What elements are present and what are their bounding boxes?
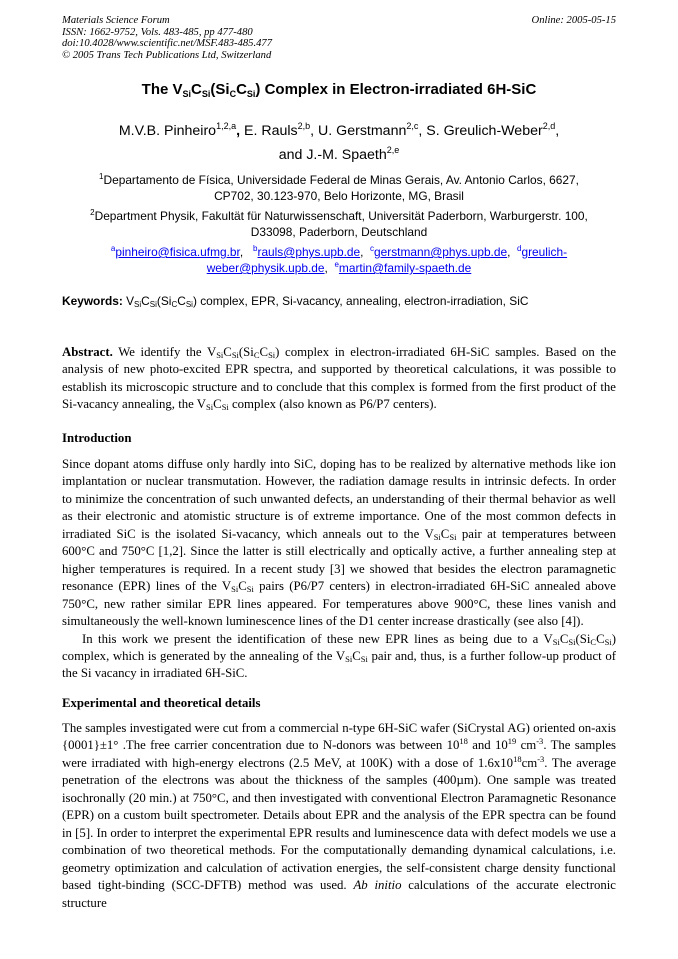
introduction-text (62, 456, 616, 683)
abstract: Abstract. We identify the $V_{Si}C_{Si}(Si_CC_{Si})$ complex in electron-irradiated 6H-SiC samples. Based on the analysis of new photo-excited EPR spectra, and supported by theoretical calculations, it was possible to establish its microscopic structure and to conclude that this complex is formed from the first product of the Si-vacancy annealing, the $V_{Si}C_{Si}$ complex (also known as P6/P7 centers). (62, 345, 616, 413)
email-link[interactable]: weber@physik.upb.de (206, 261, 325, 275)
keywords: Keywords: $V_{Si}C_{Si}(Si_CC_{Si})$ complex, EPR, Si-vacancy, annealing, electron-irradiation, SiC (62, 294, 529, 309)
online-date: Online: 2005-05-15 (531, 15, 616, 26)
author-name: U. Gerstmann (318, 123, 407, 139)
email-link[interactable]: gerstmann@phys.upb.de (374, 245, 508, 259)
author-name: M.V.B. Pinheiro (118, 123, 217, 139)
keywords-label: Keywords: (62, 294, 123, 308)
author-name: E. Rauls (244, 123, 298, 139)
journal-name: Materials Science Forum (62, 15, 170, 26)
author-name: and J.-M. Spaeth (278, 147, 387, 163)
section-heading: Experimental and theoretical details (62, 696, 261, 710)
author-emails: $^a$pinheiro@fisica.ufmg.br, $^b$rauls@phys.upb.de, $^c$gerstmann@phys.upb.de, $^d$greulich- weber@physik.upb.de, $^e$martin@family-spaeth.de (110, 244, 568, 275)
email-link[interactable]: pinheiro@fisica.ufmg.br (115, 245, 240, 259)
doi-line: doi:10.4028/www.scientific.net/MSF.483-485.477 (62, 38, 272, 50)
copyright-line: © 2005 Trans Tech Publications Ltd, Switzerland (62, 49, 272, 61)
author-list: M.V.B. Pinheiro$^{1,2,a}$, E. Rauls$^{2,b}$, U. Gerstmann$^{2,c}$, S. Greulich-Weber$^{2,d}$, and J.-M. Spaeth$^{2,e}$ (118, 121, 560, 163)
author-name: S. Greulich-Weber (426, 123, 543, 139)
abstract-label: Abstract. (62, 345, 113, 359)
affiliation-2: $^2$Department Physik, Fakultät für Naturwissenschaft, Universität Paderborn, Warburgerstr. 100, D33098, Paderborn, Deutschland (90, 208, 588, 239)
email-link[interactable]: martin@family-spaeth.de (338, 261, 472, 275)
email-link[interactable]: greulich- (521, 245, 568, 259)
experimental-text: The samples investigated were cut from a commercial n-type 6H-SiC wafer (SiCrystal AG) oriented on-axis {0001}±1° .The free carrier concentration due to N-donors was between $10^{18}$ and $10^{19}$ $cm^{-3}$. The samples were irradiated with high-energy electrons (2.5 MeV, at 100K) with a dose of $1.6x10^{18}cm^{-3}$. The average penetration of the electrons was about the thickness of the samples (400µm). One sample was treated isochronally (20 min.) at 750°C, and then investigated with conventional Electron Paramagnetic Resonance (EPR) on a custom built spectrometer. Details about EPR and the analysis of the EPR spectra can be found in [5]. In order to interpret the experimental EPR results and luminescence data with defect models we use a combination of two theoretical methods. For the computationally demanding dynamical calculations, i.e. geometry optimization and calculation of activation energies, the self-consistent charge density functional based tight-binding (SCC-DFTB) method was used. Ab initio calculations of the accurate electronic structure (62, 721, 616, 910)
section-heading: Introduction (62, 431, 132, 445)
email-link[interactable]: rauls@phys.upb.de (257, 245, 361, 259)
journal-header (62, 15, 616, 61)
affiliation-1: $^1$Departamento de Física, Universidade Federal de Minas Gerais, Av. Antonio Carlos, 6627, CP702, 30.123-970, Belo Horizonte, MG, Brasil (99, 172, 579, 203)
paper-title: The $V_{Si}C_{Si}(Si_CC_{Si})$ Complex in Electron-irradiated 6H-SiC (141, 81, 537, 99)
issn-line: ISSN: 1662-9752, Vols. 483-485, pp 477-480 (62, 26, 253, 38)
paragraph: In this work we present the identification of these new EPR lines as being due to a $V_{Si}C_{Si}(Si_CC_{Si})$ complex, which is generated by the annealing of the $V_{Si}C_{Si}$ pair and, thus, is a further follow-up product of the Si vacancy in irradiated 6H-SiC. (62, 631, 616, 681)
paragraph: Since dopant atoms diffuse only hardly into SiC, doping has to be realized by alternative methods like ion implantation or nuclear transmutation. However, the radiation damage results in intrinsic defects. In order to minimize the concentration of such unwanted defects, an understanding of their thermal behavior as well as their electronic and atomistic structure is of extreme importance. One of the most common defects in irradiated SiC is the isolated Si-vacancy, which anneals out to the $V_{Si}C_{Si}$ pair at temperatures between 600°C and 750°C [1,2]. Since the latter is still electrically and optically active, a further annealing step at higher temperatures is required. In a recent study [3] we showed that besides the electron paramagnetic resonance (EPR) lines of the $V_{Si}C_{Si}$ pairs (P6/P7 centers) in electron-irradiated 6H-SiC annealed above 750°C, new rather similar EPR lines appeared. For temperatures above 900°C, these lines vanish and simultaneously the well-known luminescence lines of the D1 center increase drastically (see also [4]). (62, 457, 616, 629)
